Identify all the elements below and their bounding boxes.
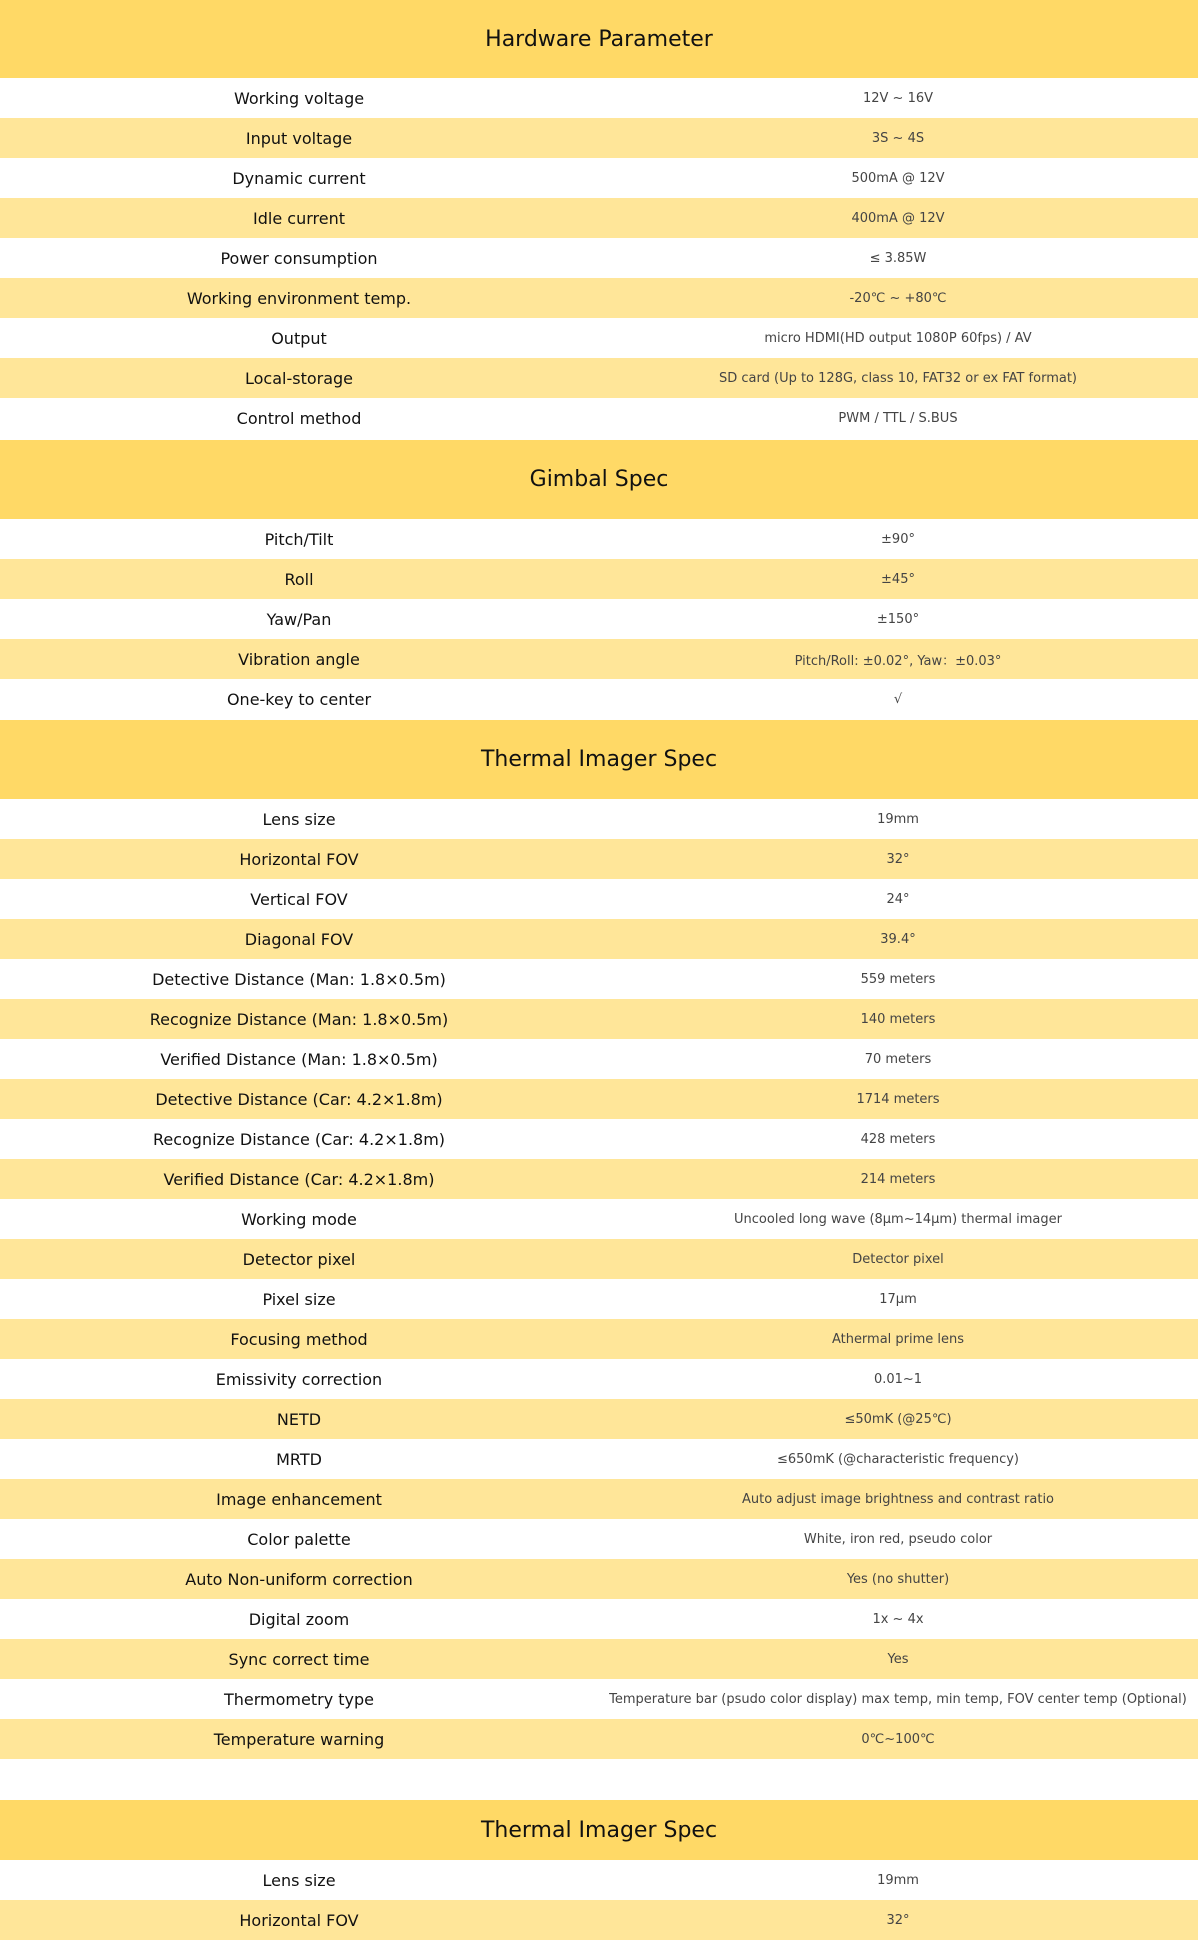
spec-label: Focusing method [230,1329,368,1349]
spec-value: Temperature bar (psudo color display) max temp, min temp, FOV center temp (Optional) [609,1691,1187,1707]
spec-row [0,1319,1198,1359]
spec-row [0,1079,1198,1119]
spec-label: MRTD [276,1449,322,1469]
spec-row [0,1639,1198,1679]
spec-value: √ [893,691,903,707]
spec-label: Temperature warning [213,1729,385,1749]
spec-value: 500mA @ 12V [851,170,945,186]
spec-value: 24° [886,891,910,907]
spec-label: Recognize Distance (Man: 1.8×0.5m) [149,1009,449,1029]
section-header: Hardware Parameter [0,0,1198,78]
spec-label: One-key to center [226,689,372,709]
spec-value: Athermal prime lens [831,1331,965,1347]
spec-label: Dynamic current [232,168,366,188]
spec-value: micro HDMI(HD output 1080P 60fps) / AV [764,330,1032,346]
spec-label: Horizontal FOV [239,1910,359,1930]
spec-label: Auto Non-uniform correction [185,1569,413,1589]
spec-label: Lens size [262,809,336,829]
spec-label: Vibration angle [238,649,360,669]
spec-row [0,238,1198,278]
spec-row [0,839,1198,879]
spec-value: ±90° [881,531,915,547]
spec-row [0,679,1198,719]
spec-label: Idle current [253,208,345,228]
spec-label: Yaw/Pan [266,609,332,629]
spec-row [0,799,1198,839]
spec-row [0,959,1198,999]
spec-row [0,1159,1198,1199]
spec-value: 0.01~1 [873,1371,923,1387]
spec-value: SD card (Up to 128G, class 10, FAT32 or ex FAT format) [718,370,1078,386]
spec-label: Diagonal FOV [244,929,354,949]
spec-label: NETD [276,1409,322,1429]
spec-label: Image enhancement [216,1489,382,1509]
spec-value: Yes [887,1651,909,1667]
spec-row [0,1479,1198,1519]
spec-label: Working mode [241,1209,357,1229]
spec-label: Output [271,328,327,348]
spec-label: Roll [284,569,314,589]
spec-label: Thermometry type [223,1689,374,1709]
spec-value: 214 meters [860,1171,936,1187]
spec-row [0,198,1198,238]
spec-label: Working environment temp. [186,288,412,308]
spec-value: Uncooled long wave (8μm~14μm) thermal imager [734,1211,1062,1227]
spec-label: Recognize Distance (Car: 4.2×1.8m) [152,1129,446,1149]
spec-row [0,1900,1198,1940]
spec-value: 70 meters [864,1051,932,1067]
spec-row [0,599,1198,639]
spec-value: 0℃~100℃ [861,1731,935,1747]
spec-row [0,158,1198,198]
spec-value: ±45° [881,571,915,587]
spec-value: 140 meters [860,1011,936,1027]
spec-label: Verified Distance (Car: 4.2×1.8m) [163,1169,435,1189]
spec-value: 559 meters [860,971,936,987]
spec-value: 17μm [879,1291,917,1307]
spec-label: Horizontal FOV [239,849,359,869]
spec-label: Detector pixel [242,1249,356,1269]
spec-row [0,1599,1198,1639]
spec-row [0,919,1198,959]
spec-value: 32° [886,851,910,867]
spec-row [0,1679,1198,1719]
spec-row [0,559,1198,599]
spec-value: 12V ~ 16V [862,90,934,106]
section-header: Gimbal Spec [0,440,1198,519]
spec-row [0,639,1198,679]
spec-row [0,1199,1198,1239]
spec-label: Digital zoom [248,1609,350,1629]
spec-label: Detective Distance (Man: 1.8×0.5m) [152,969,446,989]
spec-label: Working voltage [233,88,365,108]
spec-row [0,318,1198,358]
spec-value: Auto adjust image brightness and contrast ratio [741,1491,1055,1507]
spec-value: 39.4° [880,931,916,947]
spec-value: 1714 meters [856,1091,940,1107]
spec-row [0,1039,1198,1079]
spec-row [0,879,1198,919]
spec-value: -20℃ ~ +80℃ [849,290,947,306]
spec-row [0,999,1198,1039]
spec-row [0,1860,1198,1900]
spec-row [0,1279,1198,1319]
spec-row [0,1399,1198,1439]
spec-label: Control method [236,408,362,428]
spec-label: Local-storage [244,368,354,388]
spec-row [0,278,1198,318]
spec-value: ≤50mK (@25℃) [844,1411,952,1427]
spec-row [0,358,1198,398]
spec-value: ≤ 3.85W [869,250,927,266]
section-header: Thermal Imager Spec [0,1800,1198,1860]
spec-label: Sync correct time [228,1649,370,1669]
spec-row [0,1359,1198,1399]
spec-label: Lens size [262,1870,336,1890]
spec-label: Detective Distance (Car: 4.2×1.8m) [155,1089,443,1109]
spec-value: Yes (no shutter) [846,1571,950,1587]
spec-row [0,1239,1198,1279]
spec-value: Detector pixel [852,1251,944,1267]
spec-value: ±150° [876,611,920,627]
spec-row [0,1439,1198,1479]
spec-label: Pixel size [262,1289,336,1309]
spec-value: 428 meters [860,1131,936,1147]
spec-label: Power consumption [220,248,378,268]
spec-row [0,118,1198,158]
spec-value: 1x ~ 4x [872,1611,924,1627]
spec-row [0,1719,1198,1759]
spec-row [0,1559,1198,1599]
spec-value: 400mA @ 12V [851,210,945,226]
spec-value: 19mm [877,811,919,827]
spec-value: PWM / TTL / S.BUS [838,410,958,426]
spec-label: Verified Distance (Man: 1.8×0.5m) [160,1049,438,1069]
section-header: Thermal Imager Spec [0,720,1198,799]
spec-label: Emissivity correction [215,1369,383,1389]
spec-row [0,1519,1198,1559]
spec-value: 19mm [877,1872,919,1888]
spec-row [0,1119,1198,1159]
spec-row [0,519,1198,559]
spec-value: ≤650mK (@characteristic frequency) [777,1451,1019,1467]
spec-value: 3S ~ 4S [871,130,925,146]
spec-label: Vertical FOV [250,889,348,909]
spec-label: Color palette [247,1529,351,1549]
spec-label: Input voltage [245,128,353,148]
spec-value: Pitch/Roll: ±0.02°, Yaw：±0.03° [794,653,1002,669]
spec-row [0,78,1198,118]
spec-value: 32° [886,1912,910,1928]
spec-value: White, iron red, pseudo color [803,1531,993,1547]
spec-label: Pitch/Tilt [264,529,334,549]
spec-row [0,398,1198,438]
